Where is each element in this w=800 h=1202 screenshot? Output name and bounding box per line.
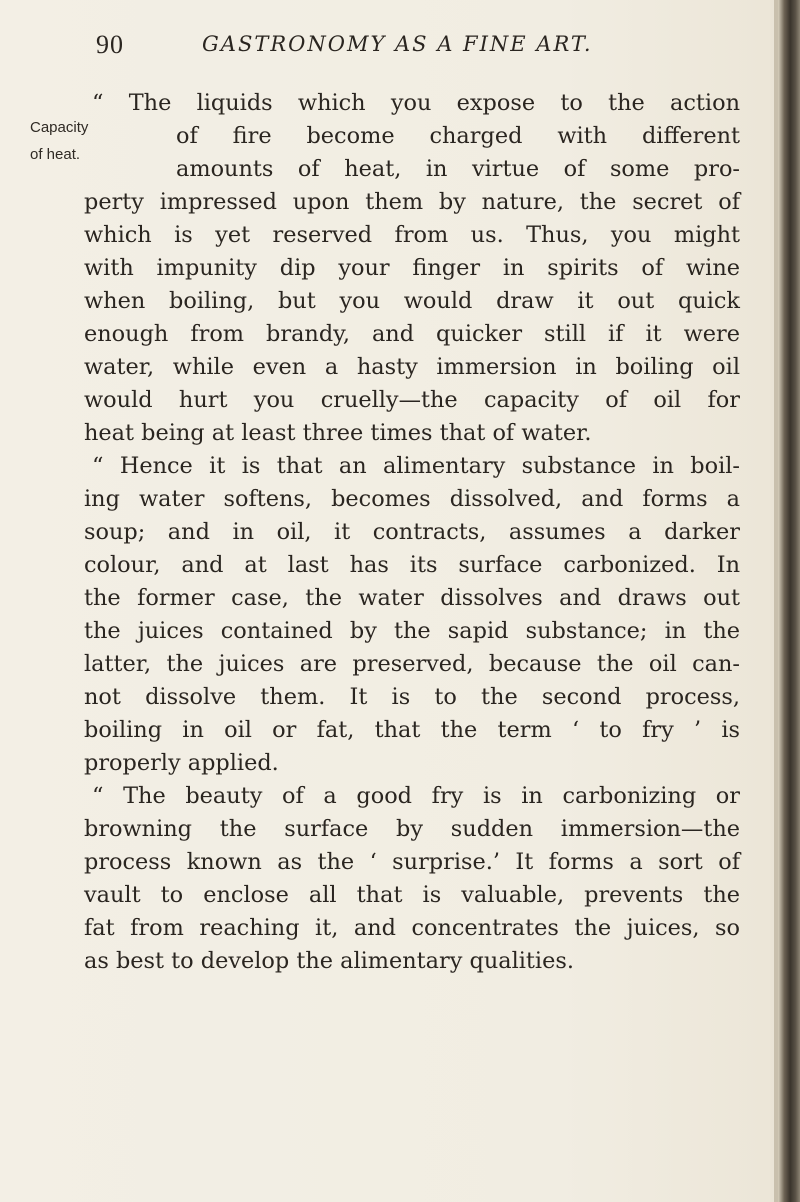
text-line: properly applied. <box>84 750 279 776</box>
running-title: GASTRONOMY AS A FINE ART. <box>202 32 593 56</box>
margin-note: Capacity <box>30 119 89 136</box>
page-header <box>96 30 746 70</box>
text-line: vault to enclose all that is valuable, prevents the <box>84 882 740 908</box>
text-line: boiling in oil or fat, that the term ‘ to fry ’ is <box>84 717 740 743</box>
margin-note: of heat. <box>30 146 81 163</box>
text-line: with impunity dip your finger in spirits of wine <box>84 255 740 281</box>
text-line: not dissolve them. It is to the second process, <box>84 684 740 710</box>
text-line: as best to develop the alimentary qualities. <box>84 948 574 974</box>
text-line: enough from brandy, and quicker still if it were <box>84 321 740 347</box>
text-line: water, while even a hasty immersion in boiling oil <box>84 354 740 380</box>
text-line: “ Hence it is that an alimentary substance in boil- <box>92 453 740 479</box>
text-line: amounts of heat, in virtue of some pro- <box>176 156 740 182</box>
text-line: the former case, the water dissolves and draws out <box>84 585 740 611</box>
text-line: soup; and in oil, it contracts, assumes a darker <box>84 519 740 545</box>
text-line: colour, and at last has its surface carbonized. In <box>84 552 740 578</box>
text-line: latter, the juices are preserved, because the oil can- <box>84 651 740 677</box>
text-line: heat being at least three times that of water. <box>84 420 592 446</box>
text-line: perty impressed upon them by nature, the secret of <box>84 189 740 215</box>
text-line: when boiling, but you would draw it out quick <box>84 288 740 314</box>
page-number: 90 <box>96 30 124 59</box>
text-line: browning the surface by sudden immersion—the <box>84 816 740 842</box>
text-line: fat from reaching it, and concentrates the juices, so <box>84 915 740 941</box>
book-spine-edge <box>778 0 800 1202</box>
text-line: of fire become charged with different <box>176 123 740 149</box>
text-line: the juices contained by the sapid substance; in the <box>84 618 740 644</box>
text-line: would hurt you cruelly—the capacity of oil for <box>84 387 740 413</box>
text-line: “ The beauty of a good fry is in carbonizing or <box>92 783 740 809</box>
text-line: “ The liquids which you expose to the action <box>92 90 740 116</box>
text-line: ing water softens, becomes dissolved, and forms a <box>84 486 740 512</box>
text-line: which is yet reserved from us. Thus, you might <box>84 222 740 248</box>
text-line: process known as the ‘ surprise.’ It forms a sort of <box>84 849 740 875</box>
